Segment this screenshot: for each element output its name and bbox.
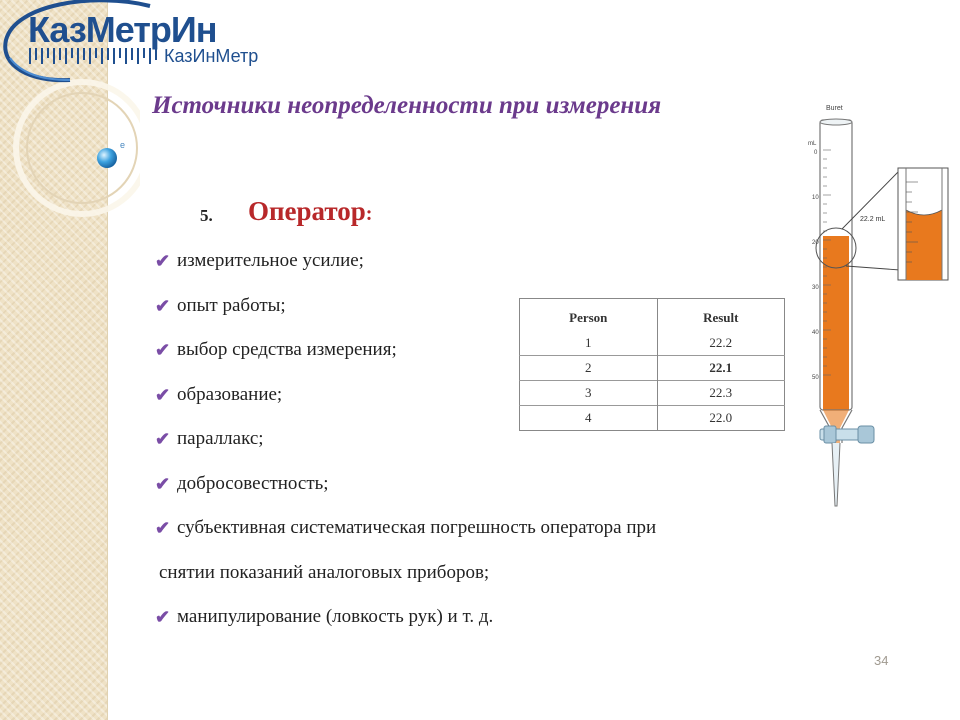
buret-illustration (800, 98, 960, 523)
buret-title: Buret (826, 105, 843, 112)
check-arrow-icon: ✔ (155, 607, 171, 627)
bullet-item: ✔ образование; (155, 382, 656, 408)
check-arrow-icon: ✔ (155, 384, 171, 405)
page-number: 34 (874, 653, 889, 668)
svg-text:e: e (120, 140, 126, 150)
buret-scale-label: 0 (814, 150, 818, 156)
decorative-rings (0, 60, 140, 260)
buret-scale-label: 40 (812, 330, 819, 336)
table-row: 3 22.3 (520, 381, 785, 406)
check-arrow-icon: ✔ (155, 473, 171, 494)
bullet-continuation: снятии показаний аналоговых приборов; (159, 561, 490, 583)
header-result: Result (657, 299, 784, 332)
table-row: 1 22.2 (520, 331, 785, 356)
buret-unit: mL (808, 141, 817, 147)
check-arrow-icon: ✔ (155, 251, 171, 271)
bullet-item: ✔ параллакс; (155, 426, 656, 452)
section-title-text: Оператор (248, 196, 366, 226)
buret-reading: 22.2 mL (860, 216, 886, 223)
results-table (519, 298, 785, 431)
check-arrow-icon: ✔ (155, 518, 171, 538)
section-title-colon: : (365, 203, 373, 225)
bullet-item: ✔ субъективная систематическая погрешность оператора при (155, 515, 656, 541)
bullet-item: ✔ опыт работы; (155, 293, 656, 319)
table-header-row (520, 299, 785, 332)
logo-main-text: КазМетрИн (28, 9, 217, 50)
bullet-item: ✔ измерительное усилие; (155, 248, 656, 274)
buret-scale-label: 30 (812, 285, 819, 291)
section-title (248, 196, 372, 227)
logo-sub-text: КазИнМетр (164, 46, 259, 66)
logo-barcode (30, 48, 156, 64)
check-arrow-icon: ✔ (155, 429, 171, 449)
buret-scale-label: 20 (812, 240, 819, 246)
buret-scale-label: 50 (812, 375, 819, 381)
table-row: 2 22.1 (520, 356, 785, 381)
table-row: 4 22.0 (520, 406, 785, 431)
bullet-item: ✔ манипулирование (ловкость рук) и т. д. (155, 604, 656, 630)
buret-scale-label: 10 (812, 195, 819, 201)
section-number: 5. (200, 206, 213, 225)
check-arrow-icon: ✔ (155, 295, 171, 316)
decorative-sphere (97, 148, 117, 168)
slide-title: Источники неопределенности при измерения (152, 92, 662, 119)
header-person: Person (569, 310, 608, 325)
check-arrow-icon: ✔ (155, 340, 171, 360)
company-logo (0, 0, 300, 90)
bullet-item: ✔ выбор средства измерения; (155, 337, 656, 363)
bullet-item: ✔ добросовестность; (155, 471, 656, 497)
